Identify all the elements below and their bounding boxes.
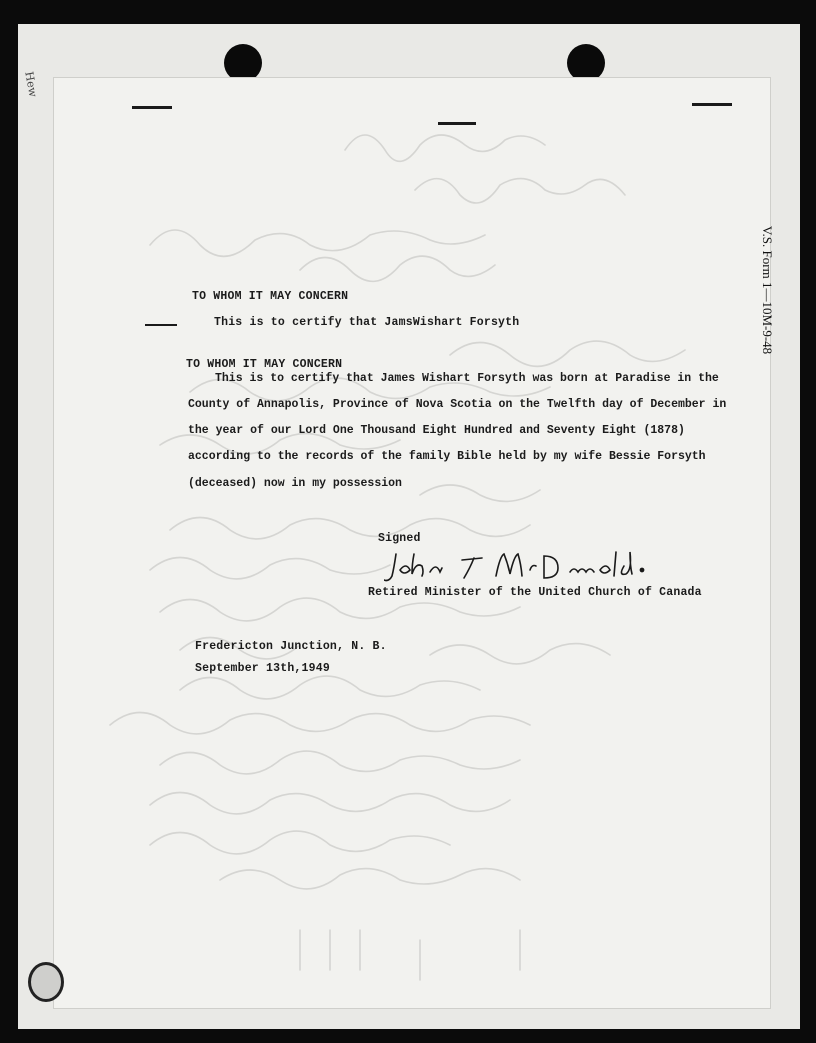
margin-note-text: Hew: [22, 70, 40, 98]
body-line: (deceased) now in my possession: [188, 477, 402, 490]
draft-heading: TO WHOM IT MAY CONCERN: [192, 290, 349, 303]
dash-mark: [438, 122, 476, 125]
signed-label: Signed: [378, 532, 421, 545]
body-line: the year of our Lord One Thousand Eight Hundred and Seventy Eight (1878): [188, 424, 685, 437]
signature-svg: [384, 548, 654, 584]
body-line: County of Annapolis, Province of Nova Scotia on the Twelfth day of December in: [188, 398, 727, 411]
body-line: This is to certify that James Wishart Forsyth was born at Paradise in the: [215, 372, 719, 385]
body-line: according to the records of the family Bible held by my wife Bessie Forsyth: [188, 450, 706, 463]
place: Fredericton Junction, N. B.: [195, 640, 387, 653]
corner-stamp: [28, 962, 64, 1002]
form-number-text: V.S. Form 1—10M-9-48: [760, 225, 775, 355]
signer-title: Retired Minister of the United Church of Canada: [368, 586, 702, 599]
dash-mark: [145, 324, 177, 326]
form-number-label: [752, 160, 782, 420]
signature: [384, 548, 654, 584]
date: September 13th,1949: [195, 662, 330, 675]
certificate-heading: TO WHOM IT MAY CONCERN: [186, 358, 343, 371]
draft-line: This is to certify that JamsWishart Forsyth: [214, 316, 520, 329]
dash-mark: [692, 103, 732, 106]
dash-mark: [132, 106, 172, 109]
